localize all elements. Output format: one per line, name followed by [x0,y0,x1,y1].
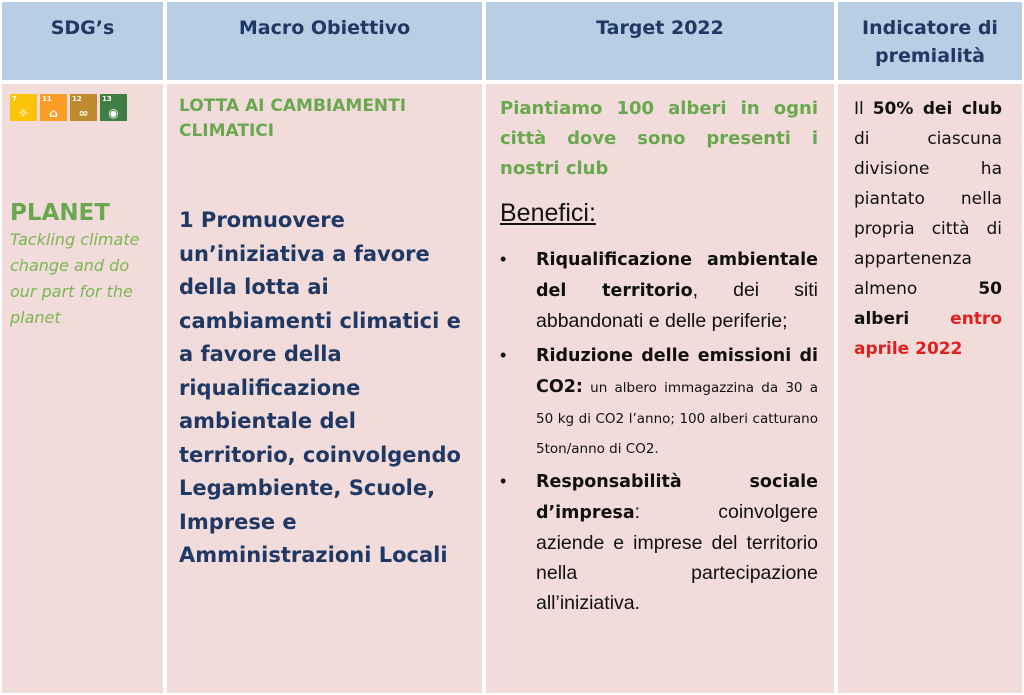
sdg-12-number: 12 [72,95,82,103]
sdg-icons [10,94,155,121]
header-indicatore [836,0,1024,82]
sdg-7-icon [10,94,37,121]
sun-icon: ☼ [18,106,29,120]
sdg-11-number: 11 [42,95,52,103]
target-cell [484,82,836,695]
header-sdg-label: SDG’s [50,17,115,39]
indicatore-text [854,94,1002,364]
benefit-bold: Riqualificazione ambientale del territorio [536,250,818,301]
sdg-cell [0,82,165,695]
indicatore-deadline: entro aprile 2022 [854,309,1002,359]
sdg-11-icon [40,94,67,121]
sdg-13-number: 13 [102,95,112,103]
planet-title: PLANET [10,200,110,226]
benefici-label: Benefici: [500,199,596,227]
list-item [500,244,818,336]
benefit-text: : coinvolgere aziende e imprese del territorio nella partecipazione all’iniziativa. [536,501,818,614]
benefit-bold: Riduzione delle emissioni di CO2: [536,346,818,397]
planet-subtitle: Tackling climate change and do our part for the planet [10,230,140,327]
eye-icon: ◉ [108,106,119,120]
macro-cell [165,82,484,695]
indicatore-part [909,309,950,329]
target-title: Piantiamo 100 alberi in ogni città dove sono presenti i nostri club [500,98,818,179]
bullet: • [500,249,507,269]
benefici-list [500,244,818,618]
sdg-7-number: 7 [12,95,17,103]
indicatore-part: Il [854,99,873,119]
header-target-label: Target 2022 [596,17,724,39]
header-target [484,0,836,82]
header-macro-label: Macro Obiettivo [238,17,411,39]
infinity-icon: ∞ [78,106,89,120]
list-item [500,340,818,462]
indicatore-bold: 50 alberi [854,279,1002,329]
header-indicatore-label: Indicatore di premialità [862,17,998,67]
header-sdg [0,0,165,82]
bullet: • [500,471,507,491]
header-macro [165,0,484,82]
indicatore-cell [836,82,1024,695]
sdg-12-icon [70,94,97,121]
benefit-text: , dei siti abbandonati e delle periferie; [536,279,818,332]
benefit-small-text: un albero immagazzina da 30 a 50 kg di CO2 l’anno; 100 alberi catturano 5ton/anno di CO2. [536,380,818,457]
benefit-bold: Responsabilità sociale d’impresa [536,472,818,523]
bullet: • [500,345,507,365]
city-icon: ⌂ [49,106,58,120]
sdg-13-icon [100,94,127,121]
indicatore-bold: 50% dei club [872,99,1002,119]
macro-description: 1 Promuovere un’iniziativa a favore della lotta ai cambiamenti climatici e a favore della riqualificazione ambientale del territorio, coinvolgendo Legambiente, Scuole, Imprese e Amministrazioni Locali [179,208,461,567]
list-item [500,466,818,618]
macro-title: LOTTA AI CAMBIAMENTI CLIMATICI [179,96,407,141]
indicatore-part: di ciascuna divisione ha piantato nella propria città di appartenenza almeno [854,129,1002,299]
